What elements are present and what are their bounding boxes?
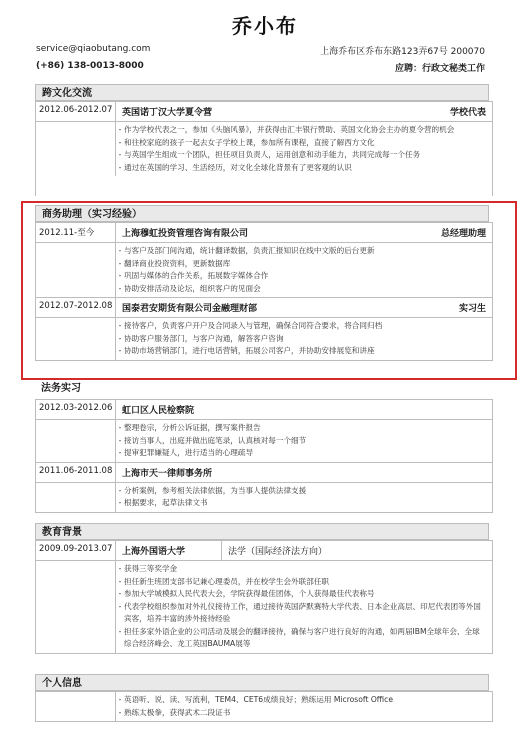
candidate-name: 乔小布 [232, 14, 298, 38]
list-item: - 作为学校代表之一，参加《头脑风暴》，并获得由汇丰银行赞助、英国文化协会主办的夏令营的机会 [118, 125, 455, 134]
phone-text: (+86) 138-0013-8000 [36, 61, 144, 71]
entry-date: 2012.07-2012.08 [36, 298, 116, 317]
list-item: - 翻译商业投资资料，更新数据库 [118, 258, 231, 268]
list-item: - 获得三等奖学金 [118, 564, 178, 573]
bullet-list [116, 318, 492, 360]
entry-row [36, 399, 492, 419]
list-item: - 担任多家外语企业的公司活动及展会的翻译接待，确保与客户进行良好的沟通，如两届IBM全球年会、全球综合经济峰会、龙工英国BAUMA展等 [118, 626, 480, 648]
objective-text: 应聘：行政文秘类工作 [394, 64, 485, 74]
section-header-education: 教育背景 [35, 523, 489, 540]
bullet-list [116, 561, 492, 653]
list-item: - 与英国学生组成一个团队，担任项目负责人，运用创意和动手能力，共同完成每一个任务 [118, 150, 421, 159]
section-header-personal: 个人信息 [35, 674, 489, 691]
list-item: - 提审犯罪嫌疑人，进行适当的心理疏导 [118, 448, 254, 457]
bullet-list [116, 122, 492, 176]
list-item: - 根据要求，起草法律文书 [118, 498, 208, 507]
entry-date: 2012.03-2012.06 [36, 400, 116, 419]
entry-date: 2011.06-2011.08 [36, 463, 116, 482]
bullet-list [116, 243, 492, 297]
list-item: - 接待客户，负责客户开户及合同录入与管理，确保合同符合要求，将合同归档 [118, 321, 383, 330]
bullet-list [116, 692, 492, 721]
education-entries [35, 540, 493, 654]
entry-row [36, 101, 492, 121]
personal-entries [35, 691, 493, 722]
address-text: 上海乔布区乔布东路123弄67号 200070 [320, 47, 485, 57]
entry-org: 英国诺丁汉大学夏令营 [122, 108, 213, 118]
list-item: - 通过在英国的学习、生活经历，对文化全球化背景有了更客观的认识 [118, 162, 352, 172]
entry-row [36, 222, 492, 242]
culture-entry [35, 101, 493, 196]
section-header-law: 法务实习 [41, 383, 81, 394]
entry-role: 学校代表 [449, 108, 486, 118]
list-item: - 代表学校组织参加对外礼仪接待工作，通过接待英国萨默赛特大学代表、日本企业高层、印尼代表团等外国宾客，培养丰富的涉外接待经验 [118, 601, 481, 623]
entry-org: 上海穆虹投资管理咨询有限公司 [122, 229, 249, 239]
entry-row [36, 462, 492, 482]
list-item: - 分析案例，参考相关法律依据，为当事人提供法律支援 [118, 485, 307, 495]
section-header-business: 商务助理（实习经验） [35, 205, 489, 222]
list-item: - 担任新生班团支部书记兼心理委员，并在校学生会外联部任职 [118, 576, 330, 586]
entry-org: 虹口区人民检察院 [122, 406, 195, 416]
entry-role: 总经理助理 [440, 229, 486, 239]
list-item: - 协助客户服务部门，与客户沟通，解答客户咨询 [118, 333, 284, 343]
list-item: - 参加大学城模拟人民代表大会，学院获得最佳团体，个人获得最佳代表称号 [118, 589, 375, 598]
list-item: - 接访当事人，出庭并做出庭笔录，认真核对每一个细节 [118, 435, 307, 445]
entry-date: 2012.06-2012.07 [36, 102, 116, 121]
email-text[interactable]: service@qiaobutang.com [36, 44, 151, 54]
law-entries [35, 399, 493, 513]
entry-major: 法学（国际经济法方向） [228, 547, 328, 557]
list-item: - 协助安排活动及论坛，组织客户的见面会 [118, 283, 261, 293]
entry-date: 2009.09-2013.07 [36, 541, 116, 560]
entry-row [36, 297, 492, 317]
list-item: - 与客户及部门间沟通，统计翻译数据，负责汇报知识在线中文版的后台更新 [118, 246, 375, 255]
entry-org: 上海外国语大学 [116, 541, 222, 560]
entry-role: 实习生 [458, 304, 486, 314]
list-item: - 和往校家庭的孩子一起去女子学校上课，参加所有课程，直接了解西方文化 [118, 137, 375, 147]
section-header-culture: 跨文化交流 [35, 84, 489, 101]
entry-date: 2012.11-至今 [36, 223, 116, 242]
list-item: - 协助市场营销部门，进行电话营销，拓展公司客户，并协助安排展览和讲座 [118, 346, 375, 355]
business-entries [35, 222, 493, 361]
list-item: - 整理卷宗，分析公诉证据，撰写案件报告 [118, 423, 261, 432]
entry-row [36, 540, 492, 560]
bullet-list [116, 420, 492, 462]
entry-org: 上海市天一律师事务所 [122, 468, 213, 479]
entry-org: 国泰君安期货有限公司金融理财部 [122, 304, 258, 314]
bullet-list [116, 483, 492, 512]
list-item: - 熟练太极拳，获得武术二段证书 [118, 707, 231, 717]
list-item: - 巩固与媒体的合作关系，拓展数字媒体合作 [118, 271, 269, 280]
list-item: - 英语听、说、读、写流利，TEM4、CET6成绩良好；熟练运用 Microsoft Office [118, 695, 394, 704]
